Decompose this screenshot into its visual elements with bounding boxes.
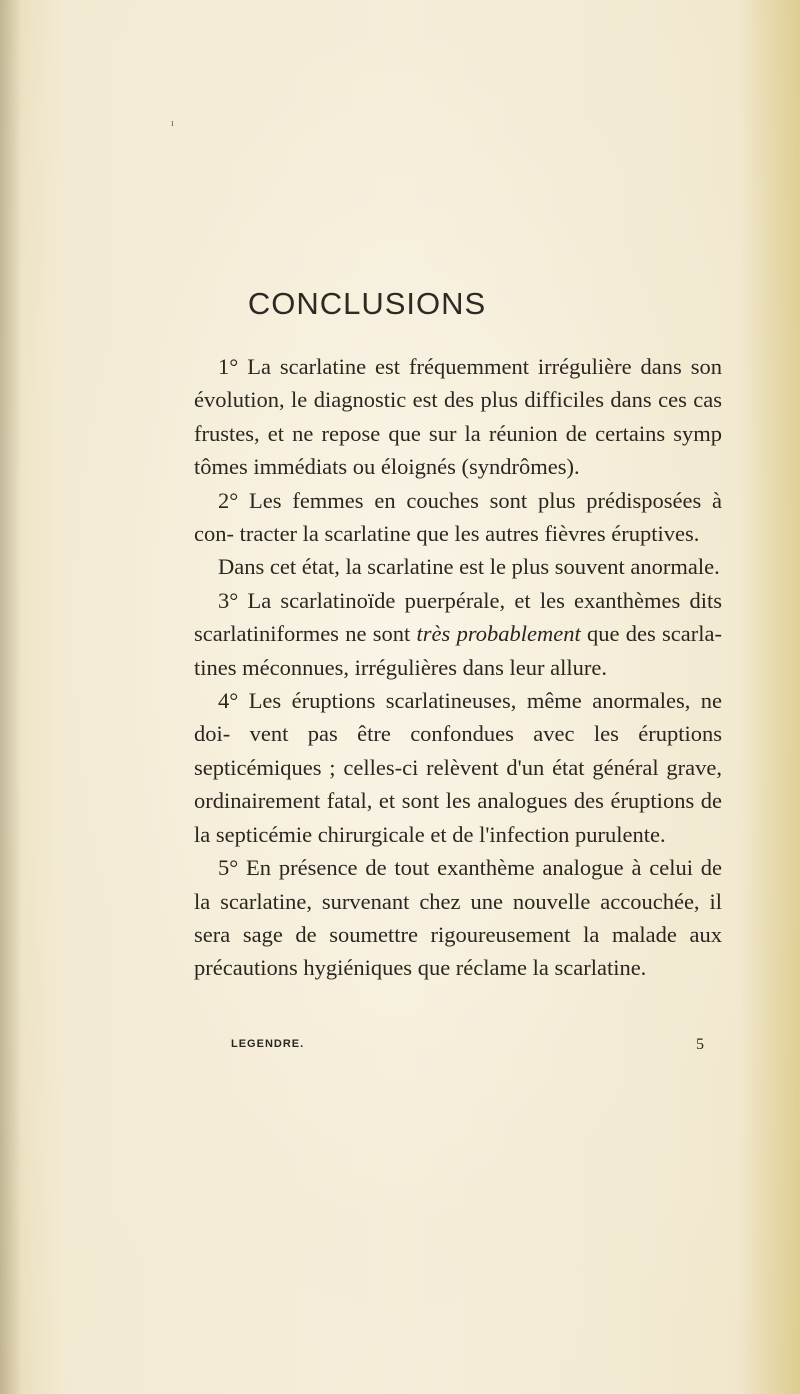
conclusion-1: 1° La scarlatine est fréquemment irrégulière dans son évolution, le diagnostic est des plus difficiles dans ces cas frustes, et ne repose que sur la réunion de certains symp tômes immédiats ou éloignés (syndrômes). [194, 354, 722, 480]
conclusion-5: 5° En présence de tout exanthème analogue à celui de la scarlatine, survenant chez une nouvelle accouchée, il sera sage de soumettre rigoureusement la malade aux précautions hygiéniques que réclame la scarlatine. [194, 855, 722, 981]
page-number: 5 [696, 1036, 704, 1053]
conclusion-3-text-start: 3° La scarlatinoïde puerpérale, et les exanthèmes dits scarlatiniformes ne sont [194, 587, 722, 647]
conclusion-3 [194, 584, 722, 684]
conclusions-body [194, 350, 722, 985]
conclusion-2: 2° Les femmes en couches sont plus prédisposées à con- tracter la scarlatine que les autres fièvres éruptives. [194, 487, 722, 547]
page-edge-stain [740, 0, 800, 1394]
conclusion-2-continued: Dans cet état, la scarlatine est le plus souvent anormale. [218, 554, 720, 580]
page-mark: ı [171, 118, 174, 129]
signature-mark: LEGENDRE. [231, 1038, 305, 1050]
conclusion-3-emphasis: très probablement [416, 621, 581, 647]
page-edge-shadow [0, 0, 22, 1394]
conclusion-3-text-end: que des scarla- tines méconnues, irrégulières dans leur allure. [194, 621, 722, 680]
conclusion-4: 4° Les éruptions scarlatineuses, même anormales, ne doi- vent pas être confondues avec les éruptions septicémiques ; celles-ci relèvent d'un état général grave, ordinairement fatal, et sont les analogues des éruptions de la septicémie chirurgicale et de l'infection purulente. [194, 688, 722, 847]
page-title: CONCLUSIONS [247, 286, 487, 321]
